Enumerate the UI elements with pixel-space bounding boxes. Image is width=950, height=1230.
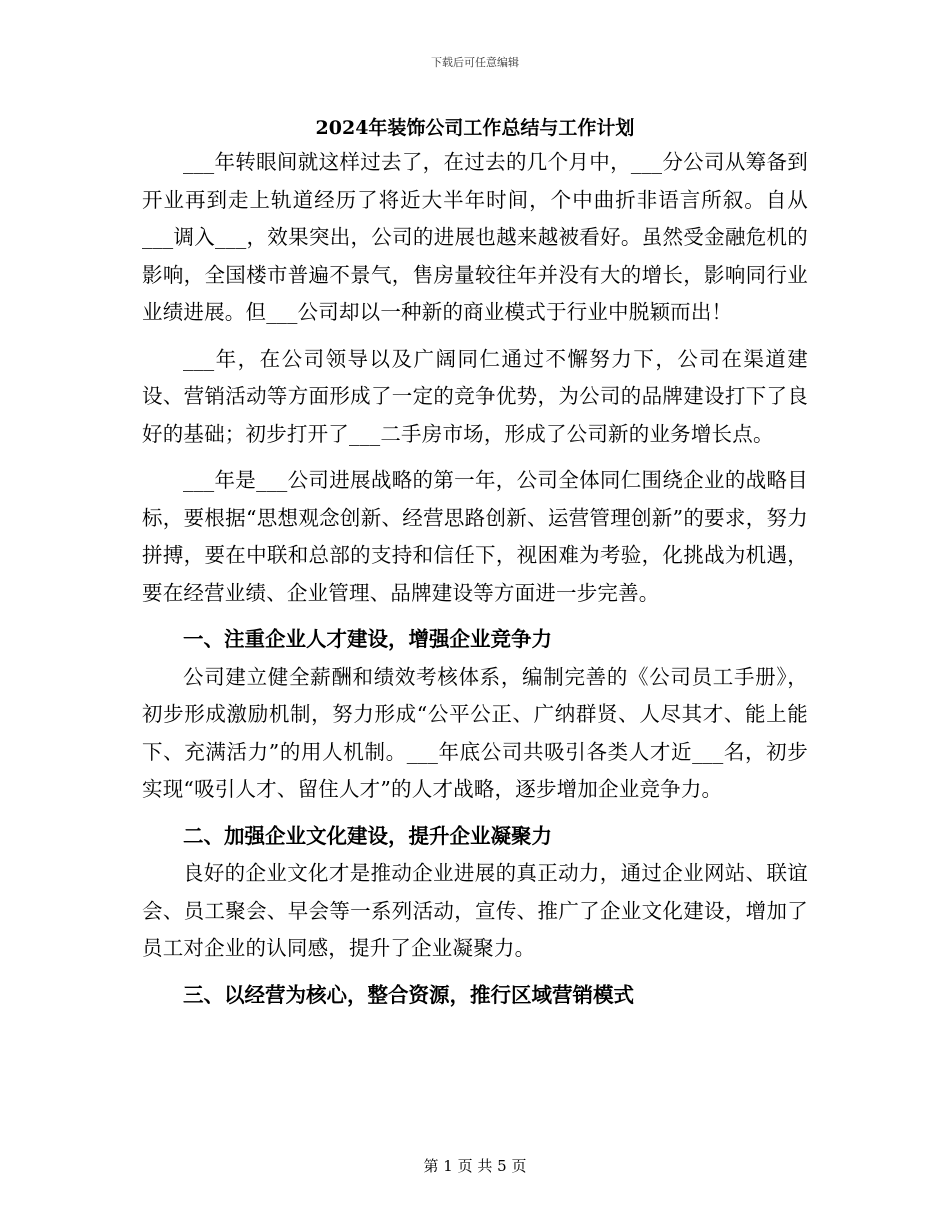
page-number-footer: 第 1 页 共 5 页 <box>423 1157 527 1175</box>
paragraph-strategy: ___年是___公司进展战略的第一年，公司全体同仁围绕企业的战略目标，要根据“思想观念创新、经营思路创新、运营管理创新”的要求，努力拼搏，要在中联和总部的支持和信任下，视困难为考验，化挑战为机遇，要在经营业绩、企业管理、品牌建设等方面进一步完善。 <box>142 468 808 605</box>
paragraph-achievements: ___年，在公司领导以及广阔同仁通过不懈努力下，公司在渠道建设、营销活动等方面形成了一定的竞争优势，为公司的品牌建设打下了良好的基础；初步打开了___二手房市场，形成了公司新的业务增长点。 <box>142 346 808 446</box>
document-title: 2024年装饰公司工作总结与工作计划 <box>315 117 635 139</box>
header-note: 下载后可任意编辑 <box>431 56 519 69</box>
section-body-culture: 良好的企业文化才是推动企业进展的真正动力，通过企业网站、联谊会、员工聚会、早会等一系列活动，宣传、推广了企业文化建设，增加了员工对企业的认同感，提升了企业凝聚力。 <box>142 861 808 960</box>
section-heading-talent: 一、注重企业人才建设，增强企业竞争力 <box>183 627 552 651</box>
paragraph-intro: ___年转眼间就这样过去了，在过去的几个月中，___分公司从筹备到开业再到走上轨道经历了将近大半年时间，个中曲折非语言所叙。自从___调入___，效果突出，公司的进展也越来越被看好。虽然受金融危机的影响，全国楼市普遍不景气，售房量较往年并没有大的增长，影响同行业业绩进展。但___公司却以一种新的商业模式于行业中脱颖而出！ <box>142 150 808 324</box>
section-body-talent: 公司建立健全薪酬和绩效考核体系，编制完善的《公司员工手册》，初步形成激励机制，努力形成“公平公正、广纳群贤、人尽其才、能上能下、充满活力”的用人机制。___年底公司共吸引各类人才近___名，初步实现“吸引人才、留住人才”的人才战略，逐步增加企业竞争力。 <box>142 664 808 801</box>
section-heading-operations: 三、以经营为核心，整合资源，推行区域营销模式 <box>183 982 634 1007</box>
section-heading-culture: 二、加强企业文化建设，提升企业凝聚力 <box>183 823 552 848</box>
document-body <box>142 112 808 1014</box>
